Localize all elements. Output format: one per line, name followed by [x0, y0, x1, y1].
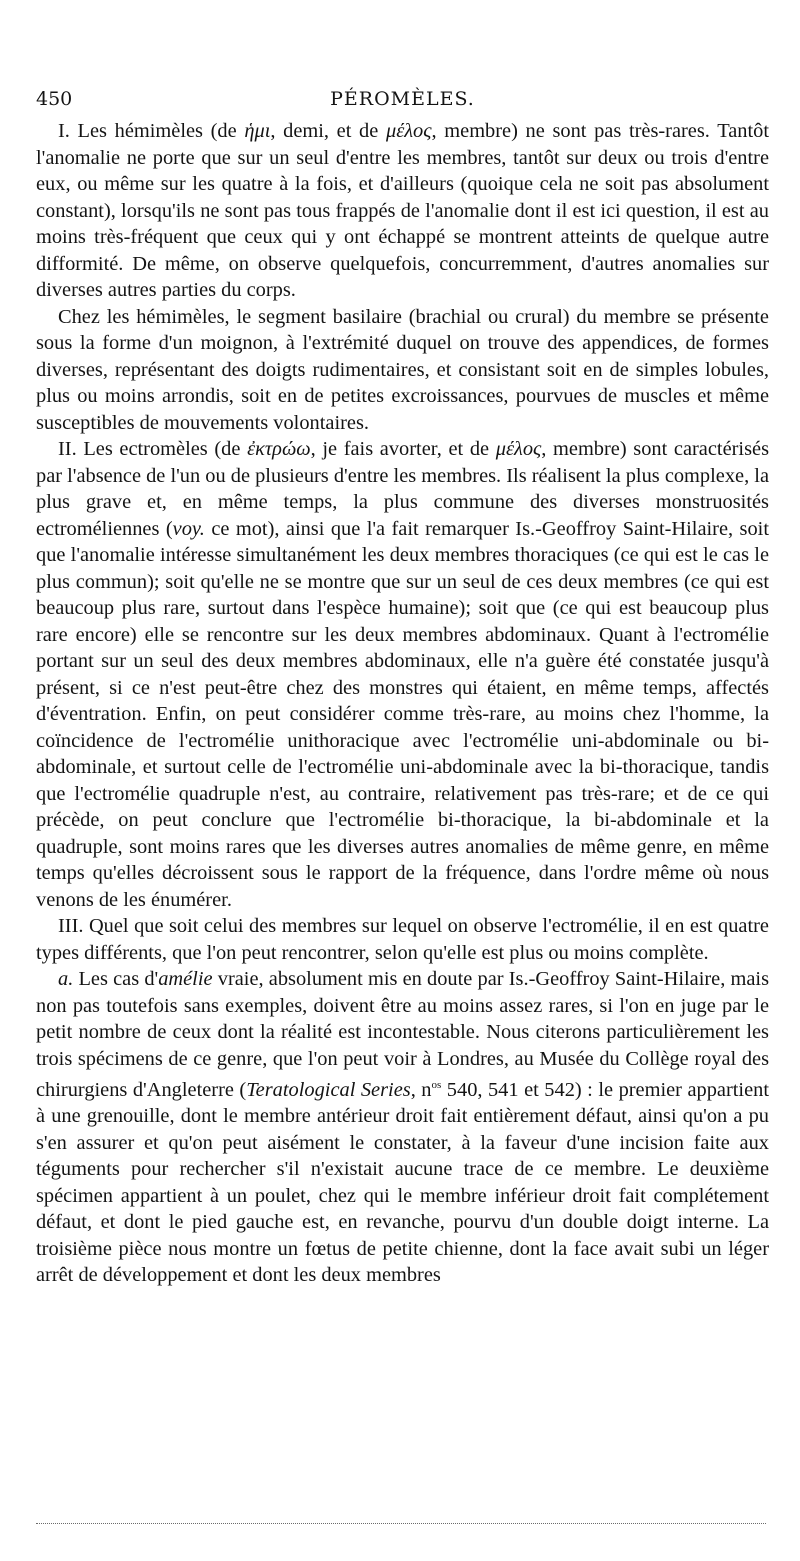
footer-rule [36, 1523, 766, 1524]
paragraph-amelie [36, 966, 769, 1289]
text-run: I. Les hémimèles (de [58, 120, 245, 142]
text-run: , demi, et de [270, 120, 386, 142]
italic-text: amélie [158, 968, 213, 990]
text-run: ce mot), ainsi que l'a fait remarquer Is.-Geoffroy Saint-Hilaire, soit que l'anomalie intéresse simultanément les deux membres thoraciques (ce qui est le cas le plus commun); soit qu'elle ne se montre que sur un seul de ces deux membres (ce qui est beaucoup plus rare, surtout dans l'espèce humaine); soit que (ce qui est beaucoup plus rare encore) elle se rencontre sur les deux membres abdominaux. Quant à l'ectromélie portant sur un seul des deux membres abdominaux, elle n'a guère été constatée jusqu'à présent, si ce n'est peut-être chez des monstres qui étaient, en même temps, affectés d'éventration. Enfin, on peut considérer comme très-rare, au moins chez l'homme, la coïncidence de l'ectromélie unithoracique avec l'ectromélie uni-abdominale ou bi-abdominale, et surtout celle de l'ectromélie uni-abdominale avec la bi-thoracique, tandis que l'ectromélie quadruple n'est, au contraire, relativement pas très-rare; et de ce qui précède, on peut conclure que l'ectromélie bi-thoracique, la bi-abdominale et la quadruple, sont moins rares que les diverses autres anomalies de même genre, en même temps qu'elles décroissent sous le rapport de la fréquence, dans l'ordre même où nous venons de les énumérer. [36, 517, 770, 911]
paragraph-types [36, 913, 769, 966]
text-run: , n [410, 1078, 432, 1101]
text-run: vraie, absolument mis en doute par Is.-Geoffroy Saint-Hilaire, mais non pas toutefois sans exemples, doivent être au moins assez rares, si l'on en juge par le petit nombre de ceux dont la réalité est incontestable. Nous citerons particulièrement les trois spécimens de ce genre, que l'on peut voir à Londres, au Musée du Collège royal des chirurgiens d'Angleterre ( [36, 968, 770, 1101]
greek-word: μέλος [495, 438, 542, 460]
page-number: 450 [36, 88, 73, 110]
text-run: Les cas d' [73, 968, 159, 990]
text-run: , membre) sont caractérisés par l'absence de l'un ou de plusieurs d'entre les membres. Ils réalisent la plus complexe, la plus grave et, en même temps, la plus commune des diverses monstruosités ectroméliennes ( [36, 438, 770, 540]
paragraph-ectromeles [36, 436, 769, 913]
superscript: os [431, 1079, 442, 1091]
paragraph-segment-basilaire [36, 304, 769, 437]
page-header [36, 88, 769, 116]
paragraph-hemimeles [36, 118, 769, 304]
italic-text: voy. [172, 517, 205, 540]
greek-word: μέλος [385, 120, 432, 142]
greek-word: ἐκτρώω [247, 438, 311, 460]
text-run: 540, 541 et 542) : le premier appartient à une grenouille, dont le membre antérieur droit fait entièrement défaut, ainsi qu'on a pu s'en assurer et qu'on peut aisément le constater, à la faveur d'une incision faite aux téguments pour rechercher s'il n'existait aucune trace de ce membre. Le deuxième spécimen appartient à un poulet, chez qui le membre inférieur droit fait complétement défaut, et dont le pied gauche est, en revanche, pourvu d'un double doigt interne. La troisième pièce nous montre un fœtus de petite chienne, dont la face avait subi un léger arrêt de développement et dont les deux membres [36, 1078, 770, 1287]
greek-word: ἡμι [244, 120, 271, 142]
text-run: III. Quel que soit celui des membres sur lequel on observe l'ectromélie, il en est quatre types différents, que l'on peut rencontrer, selon qu'elle est plus ou moins complète. [36, 915, 769, 964]
document-page [36, 88, 769, 1289]
text-run: II. Les ectromèles (de [58, 438, 248, 460]
italic-text: Teratological Series [246, 1078, 411, 1101]
body-text [36, 118, 769, 1289]
text-run: , membre) ne sont pas très-rares. Tantôt l'anomalie ne porte que sur un seul d'entre les membres, tantôt sur deux ou trois d'entre eux, ou même sur les quatre à la fois, et d'ailleurs (quoique cela ne soit pas absolument constant), lorsqu'ils ne sont pas tous frappés de l'anomalie dont il est ici question, il est au moins très-fréquent que ceux qui y ont échappé se montrent atteints de quelque autre difformité. De même, on observe quelquefois, concurremment, d'autres anomalies sur diverses autres parties du corps. [36, 120, 769, 301]
text-run: , je fais avorter, et de [310, 438, 496, 460]
italic-text: a. [58, 968, 74, 990]
text-run: Chez les hémimèles, le segment basilaire (brachial ou crural) du membre se présente sous la forme d'un moignon, à l'extrémité duquel on trouve des appendices, de formes diverses, représentant des doigts rudimentaires, et consistant soit en de simples lobules, plus ou moins arrondis, soit en de petites excroissances, pourvues de muscles et même susceptibles de mouvements volontaires. [36, 305, 769, 434]
running-title: PÉROMÈLES. [330, 88, 475, 110]
